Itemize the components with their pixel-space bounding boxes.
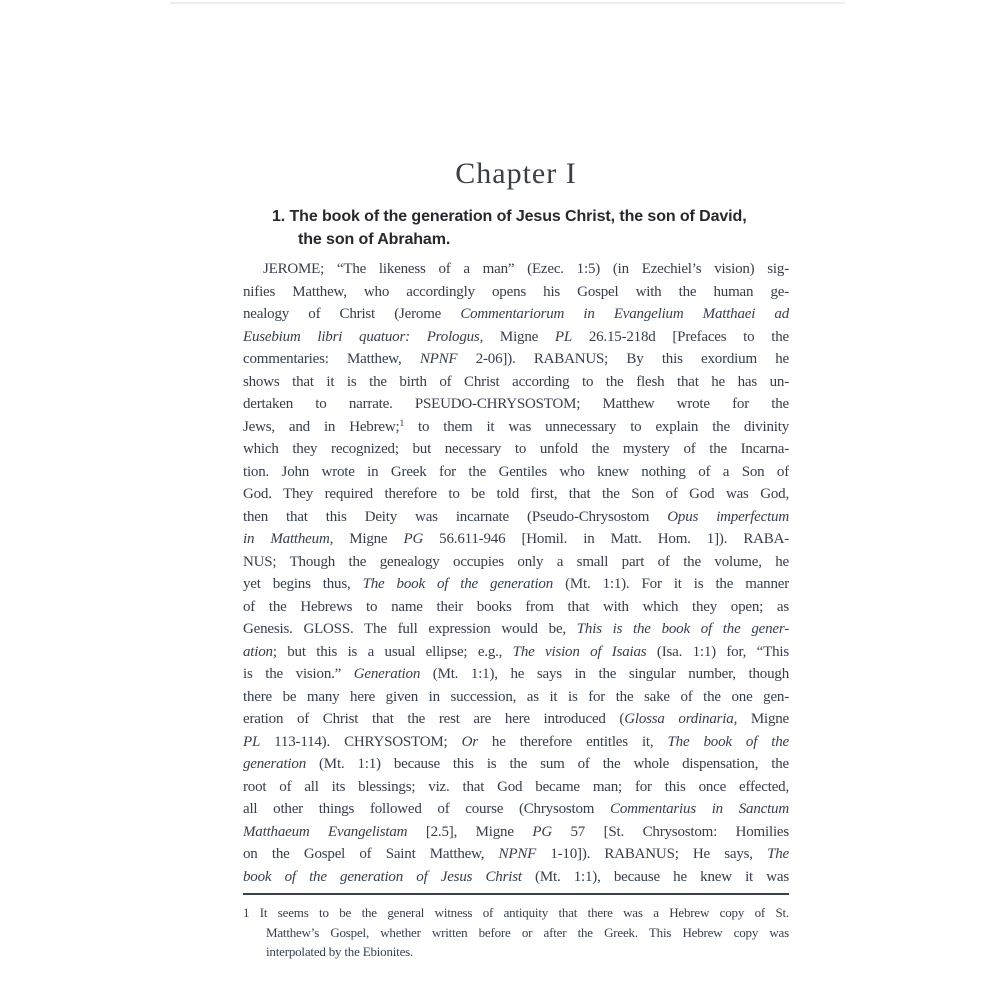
italic-text: generation: [243, 756, 306, 772]
text-segment: he therefore entitles it,: [477, 733, 668, 750]
italic-text: NPNF: [498, 846, 537, 862]
text-line: [243, 866, 789, 889]
text-line: [243, 753, 789, 776]
text-line: [243, 686, 789, 709]
text-segment: to them it was unnecessary to explain the divinity: [404, 418, 789, 435]
text-segment: Migne: [333, 531, 404, 547]
text-segment: is the vision.”: [243, 666, 354, 682]
text-line: [243, 371, 789, 394]
text-line: [243, 438, 789, 461]
page-top-edge-line: [170, 2, 845, 4]
text-segment: (Isa. 1:1) for, “This: [646, 643, 789, 660]
italic-text: The vision of Isaias: [512, 643, 647, 660]
text-line: [243, 551, 789, 574]
footnote-separator-rule: [243, 893, 789, 895]
italic-text: PG: [403, 531, 424, 547]
italic-text: The book of the generation: [362, 576, 554, 592]
text-line: [243, 663, 789, 686]
text-line: [243, 731, 789, 754]
text-segment: JEROME; “The likeness of a man” (Ezec. 1:5) (in Ezechiel’s vision) sig-: [263, 261, 789, 277]
italic-text: This is the book of the gener-: [576, 621, 789, 637]
text-line: [243, 843, 789, 866]
footnote: [243, 903, 789, 962]
text-segment: yet begins thus,: [243, 576, 363, 592]
text-segment: tion. John wrote in Greek for the Gentiles who knew nothing of a Son of: [243, 463, 789, 480]
italic-text: Commentariorum in Evangelium Matthaei ad: [460, 306, 789, 322]
text-segment: God. They required therefore to be told first, that the Son of God was God,: [243, 486, 789, 502]
text-line: [243, 641, 789, 664]
italic-text: PG: [532, 823, 552, 840]
section-heading-line-1: 1. The book of the generation of Jesus Christ, the son of David,: [272, 208, 747, 225]
italic-text: ation: [243, 643, 273, 660]
italic-text: Generation: [353, 666, 421, 682]
text-segment: (Mt. 1:1), he says in the singular number, though: [420, 666, 789, 682]
italic-text: Eusebium libri quatuor: Prologus,: [243, 328, 484, 345]
text-segment: 1-10]). RABANUS; He says,: [536, 846, 768, 862]
text-line: [243, 326, 789, 349]
italic-text: PL: [243, 733, 261, 750]
text-line: [243, 798, 789, 821]
text-line: [243, 281, 789, 304]
text-segment: Migne: [737, 711, 789, 727]
footnote-marker: 1: [243, 905, 250, 920]
italic-text: Commentarius in Sanctum: [610, 801, 789, 817]
footnote-line-2: Matthew’s Gospel, whether written before or after the Greek. This Hebrew copy was: [266, 924, 789, 940]
footnote-reference-mark: 1: [399, 418, 405, 429]
text-segment: dertaken to narrate. PSEUDO-CHRYSOSTOM; Matthew wrote for the: [243, 396, 789, 412]
text-segment: all other things followed of course (Chrysostom: [243, 801, 611, 817]
text-segment: root of all its blessings; viz. that God became man; for this once effected,: [243, 778, 789, 795]
text-segment: commentaries: Matthew,: [243, 351, 420, 367]
text-line: [243, 596, 789, 619]
italic-text: NPNF: [419, 351, 458, 367]
text-line: [243, 461, 789, 484]
text-line: [243, 348, 789, 371]
text-line: [243, 393, 789, 416]
text-segment: ; but this is a usual ellipse; e.g.,: [272, 643, 513, 660]
italic-text: Glossa ordinaria,: [624, 711, 738, 727]
body-paragraph: [243, 258, 789, 888]
italic-text: book of the generation of Jesus Christ: [243, 868, 522, 885]
italic-text: Matthaeum Evangelistam: [243, 823, 408, 840]
text-segment: (Mt. 1:1). For it is the manner: [553, 576, 789, 592]
footnote-line-1-text: It seems to be the general witness of antiquity that there was a Hebrew copy of St.: [259, 905, 789, 920]
text-line: [243, 416, 789, 439]
text-line: [243, 573, 789, 596]
text-segment: Genesis. GLOSS. The full expression would be,: [243, 621, 577, 637]
text-segment: Migne: [483, 328, 555, 345]
text-segment: on the Gospel of Saint Matthew,: [243, 846, 499, 862]
text-line: [243, 708, 789, 731]
text-line: [243, 258, 789, 281]
text-segment: eration of Christ that the rest are here introduced (: [243, 711, 625, 727]
text-segment: (Mt. 1:1), because he knew it was: [521, 868, 789, 885]
text-line: [243, 303, 789, 326]
footnote-line-3: interpolated by the Ebionites.: [266, 944, 414, 959]
footnote-line-1: [243, 903, 789, 923]
italic-text: Or: [461, 733, 478, 750]
chapter-title: Chapter I: [455, 157, 577, 190]
text-column: [243, 156, 789, 962]
text-segment: 113-114). CHRYSOSTOM;: [260, 733, 462, 750]
text-segment: 26.15-218d [Prefaces to the: [572, 328, 789, 345]
text-line: [243, 506, 789, 529]
text-segment: 2-06]). RABANUS; By this exordium he: [457, 351, 789, 367]
text-line: [243, 821, 789, 844]
italic-text: The: [767, 846, 789, 862]
text-line: [243, 776, 789, 799]
section-heading: [243, 205, 789, 251]
text-segment: Jews, and in Hebrew;: [243, 418, 400, 435]
italic-text: Opus imperfectum: [667, 508, 789, 525]
text-line: [243, 618, 789, 641]
italic-text: The book of the: [667, 733, 789, 750]
section-heading-line-2: the son of Abraham.: [298, 231, 451, 248]
text-segment: there be many here given in succession, as it is for the sake of the one gen-: [243, 688, 789, 705]
text-segment: (Mt. 1:1) because this is the sum of the whole dispensation, the: [306, 756, 789, 772]
text-line: [243, 528, 789, 551]
text-segment: which they recognized; but necessary to unfold the mystery of the Incarna-: [243, 441, 789, 457]
italic-text: PL: [554, 328, 573, 345]
text-segment: of the Hebrews to name their books from that with which they open; as: [243, 598, 789, 615]
text-line: [243, 483, 789, 506]
italic-text: in Mattheum,: [243, 531, 334, 547]
text-segment: NUS; Though the genealogy occupies only a small part of the volume, he: [243, 553, 789, 570]
text-segment: [2.5], Migne: [407, 823, 533, 840]
text-segment: 57 [St. Chrysostom: Homilies: [551, 823, 789, 840]
text-segment: then that this Deity was incarnate (Pseudo-Chrysostom: [243, 508, 668, 525]
text-segment: 56.611-946 [Homil. in Matt. Hom. 1]). RABA-: [423, 531, 789, 547]
text-segment: nifies Matthew, who accordingly opens his Gospel with the human ge-: [243, 283, 789, 300]
text-segment: nealogy of Christ (Jerome: [243, 306, 461, 322]
text-segment: shows that it is the birth of Christ according to the flesh that he has un-: [243, 373, 789, 390]
